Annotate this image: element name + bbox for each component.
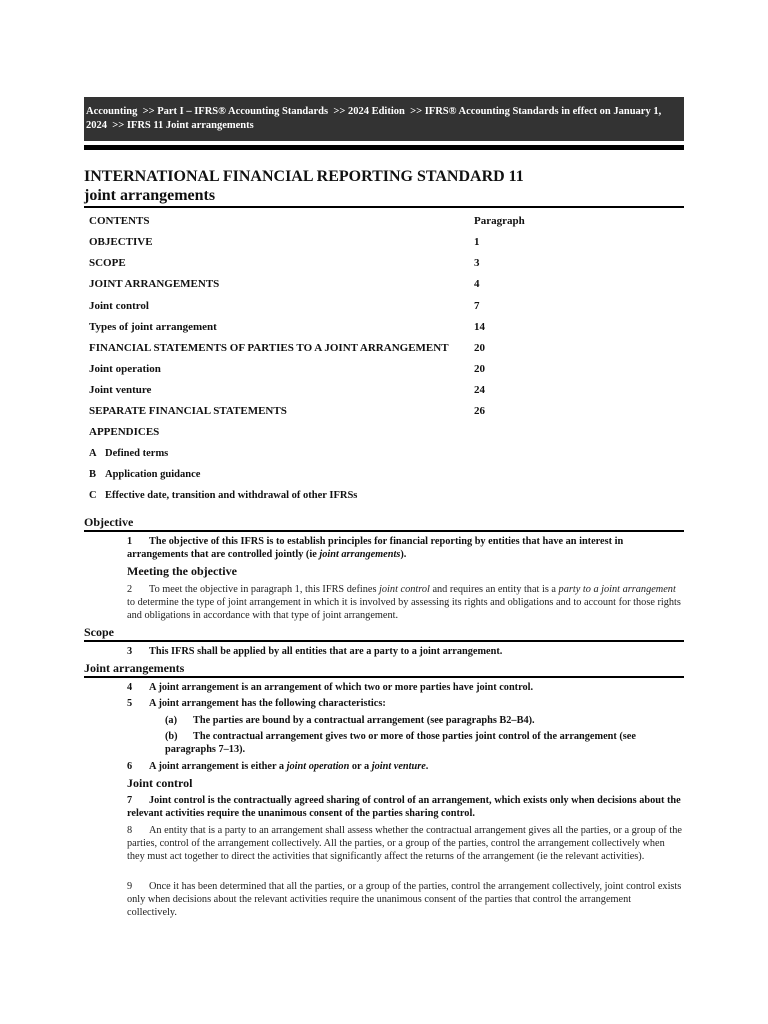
breadcrumb-item-part-i[interactable]: Part I – IFRS® Accounting Standards [157, 106, 329, 117]
breadcrumb-item-ifrs-11[interactable]: IFRS 11 Joint arrangements [126, 120, 254, 131]
toc-paragraph-number: 7 [474, 300, 480, 312]
toc-row[interactable] [84, 342, 684, 362]
subparagraph-label: (b) [165, 731, 178, 742]
toc-appendix-item[interactable] [89, 469, 200, 480]
breadcrumb-separator: >> [333, 106, 346, 117]
paragraph-6: 6 A joint arrangement is either a joint operation or a joint venture. [127, 761, 429, 772]
paragraph-number: 8 [127, 825, 133, 836]
toc-label[interactable]: FINANCIAL STATEMENTS OF PARTIES TO A JOINT ARRANGEMENT [89, 342, 449, 354]
paragraph-number: 3 [127, 646, 133, 657]
toc-row[interactable] [84, 363, 684, 383]
paragraph-5b: (b) The contractual arrangement gives two or more of those parties joint control of the arrangement (see paragraphs 7–13). [165, 731, 636, 755]
paragraph-number: 6 [127, 761, 133, 772]
breadcrumb-item-standards-in-effect[interactable]: IFRS® Accounting Standards in effect on January 1, 2024 [86, 106, 662, 131]
toc-header [84, 215, 684, 235]
toc-row[interactable] [84, 278, 684, 298]
breadcrumb-separator: >> [112, 120, 125, 131]
section-divider [84, 530, 684, 532]
toc-label[interactable]: OBJECTIVE [89, 236, 153, 248]
toc-row[interactable] [84, 257, 684, 277]
paragraph-number: 7 [127, 795, 133, 806]
paragraph-number: 2 [127, 584, 133, 595]
paragraph-number: 9 [127, 881, 133, 892]
paragraph-7: 7 Joint control is the contractually agreed sharing of control of an arrangement, which exists only when decisions about the relevant activities require the unanimous consent of the parties sharing control. [127, 795, 681, 819]
paragraph-number: 5 [127, 698, 133, 709]
appendix-letter: B [89, 469, 97, 480]
appendix-letter: C [89, 490, 97, 501]
toc-label[interactable]: SEPARATE FINANCIAL STATEMENTS [89, 405, 287, 417]
toc-appendix-item[interactable] [89, 448, 168, 459]
paragraph-8: 8 An entity that is a party to an arrangement shall assess whether the contractual arrangement gives all the parties, or a group of the parties, control of the arrangement collectively. All the parties, or a group of the parties, control the arrangement collectively when they must act together to direct the activities that significantly affect the returns of the arrangement (ie the relevant activities). [127, 825, 682, 862]
paragraph-9: 9 Once it has been determined that all the parties, or a group of the parties, control the arrangement collectively, joint control exists only when decisions about the relevant activities require the unanimous consent of the parties that control the arrangement collectively. [127, 881, 682, 918]
toc-paragraph-number: 24 [474, 384, 485, 396]
paragraph-2: 2 To meet the objective in paragraph 1, this IFRS defines joint control and requires an entity that is a party to a joint arrangement to determine the type of joint arrangement in which it is involved by assessing its rights and obligations and to account for those rights and obligations in accordance with that type of joint arrangement. [127, 584, 681, 621]
toc-paragraph-number: 26 [474, 405, 485, 417]
paragraph-5a: (a) The parties are bound by a contractual arrangement (see paragraphs B2–B4). [165, 715, 535, 726]
toc-appendix-item[interactable] [89, 490, 357, 501]
section-heading-scope: Scope [84, 625, 114, 639]
toc-row[interactable] [84, 300, 684, 320]
toc-paragraph-number: 20 [474, 342, 485, 354]
header-divider [84, 145, 684, 150]
toc-row[interactable] [84, 405, 684, 425]
paragraph-number: 4 [127, 682, 133, 693]
section-divider [84, 640, 684, 642]
toc-label[interactable]: JOINT ARRANGEMENTS [89, 278, 220, 290]
toc-header-label: CONTENTS [89, 215, 150, 227]
breadcrumb [84, 97, 684, 141]
subparagraph-label: (a) [165, 715, 178, 726]
subheading-meeting-objective: Meeting the objective [127, 564, 237, 578]
breadcrumb-item-edition[interactable]: 2024 Edition [347, 106, 405, 117]
toc-label[interactable]: Joint control [89, 300, 149, 312]
toc-row[interactable] [84, 321, 684, 341]
subheading-joint-control: Joint control [127, 776, 193, 790]
section-heading-objective: Objective [84, 515, 134, 529]
appendix-label[interactable]: Effective date, transition and withdrawal of other IFRSs [105, 490, 358, 501]
paragraph-3: 3 This IFRS shall be applied by all entities that are a party to a joint arrangement. [127, 646, 503, 657]
toc-paragraph-number: 14 [474, 321, 485, 333]
toc-row[interactable] [84, 236, 684, 256]
toc-row[interactable] [84, 426, 684, 446]
toc-row[interactable] [84, 384, 684, 404]
toc-label[interactable]: SCOPE [89, 257, 126, 269]
toc-paragraph-number: 20 [474, 363, 485, 375]
page-title: INTERNATIONAL FINANCIAL REPORTING STANDARD 11 [84, 168, 524, 185]
breadcrumb-separator: >> [142, 106, 155, 117]
toc-paragraph-number: 3 [474, 257, 480, 269]
toc-paragraph-number: 1 [474, 236, 480, 248]
appendix-label[interactable]: Application guidance [105, 469, 201, 480]
section-divider [84, 676, 684, 678]
paragraph-1: 1 The objective of this IFRS is to establish principles for financial reporting by entities that have an interest in arrangements that are controlled jointly (ie joint arrangements). [127, 536, 624, 560]
toc-label[interactable]: Joint operation [89, 363, 161, 375]
toc-header-paragraph: Paragraph [474, 215, 525, 227]
paragraph-number: 1 [127, 536, 133, 547]
section-heading-joint-arrangements: Joint arrangements [84, 661, 185, 675]
breadcrumb-item-accounting[interactable]: Accounting [86, 106, 138, 117]
breadcrumb-separator: >> [410, 106, 423, 117]
appendix-letter: A [89, 448, 97, 459]
toc-paragraph-number: 4 [474, 278, 480, 290]
appendix-label[interactable]: Defined terms [105, 448, 169, 459]
toc-label[interactable]: APPENDICES [89, 426, 160, 438]
page-subtitle: joint arrangements [84, 187, 216, 204]
title-divider [84, 206, 684, 208]
paragraph-4: 4 A joint arrangement is an arrangement of which two or more parties have joint control. [127, 682, 534, 693]
toc-label[interactable]: Joint venture [89, 384, 152, 396]
paragraph-5: 5 A joint arrangement has the following characteristics: [127, 698, 386, 709]
toc-label[interactable]: Types of joint arrangement [89, 321, 217, 333]
